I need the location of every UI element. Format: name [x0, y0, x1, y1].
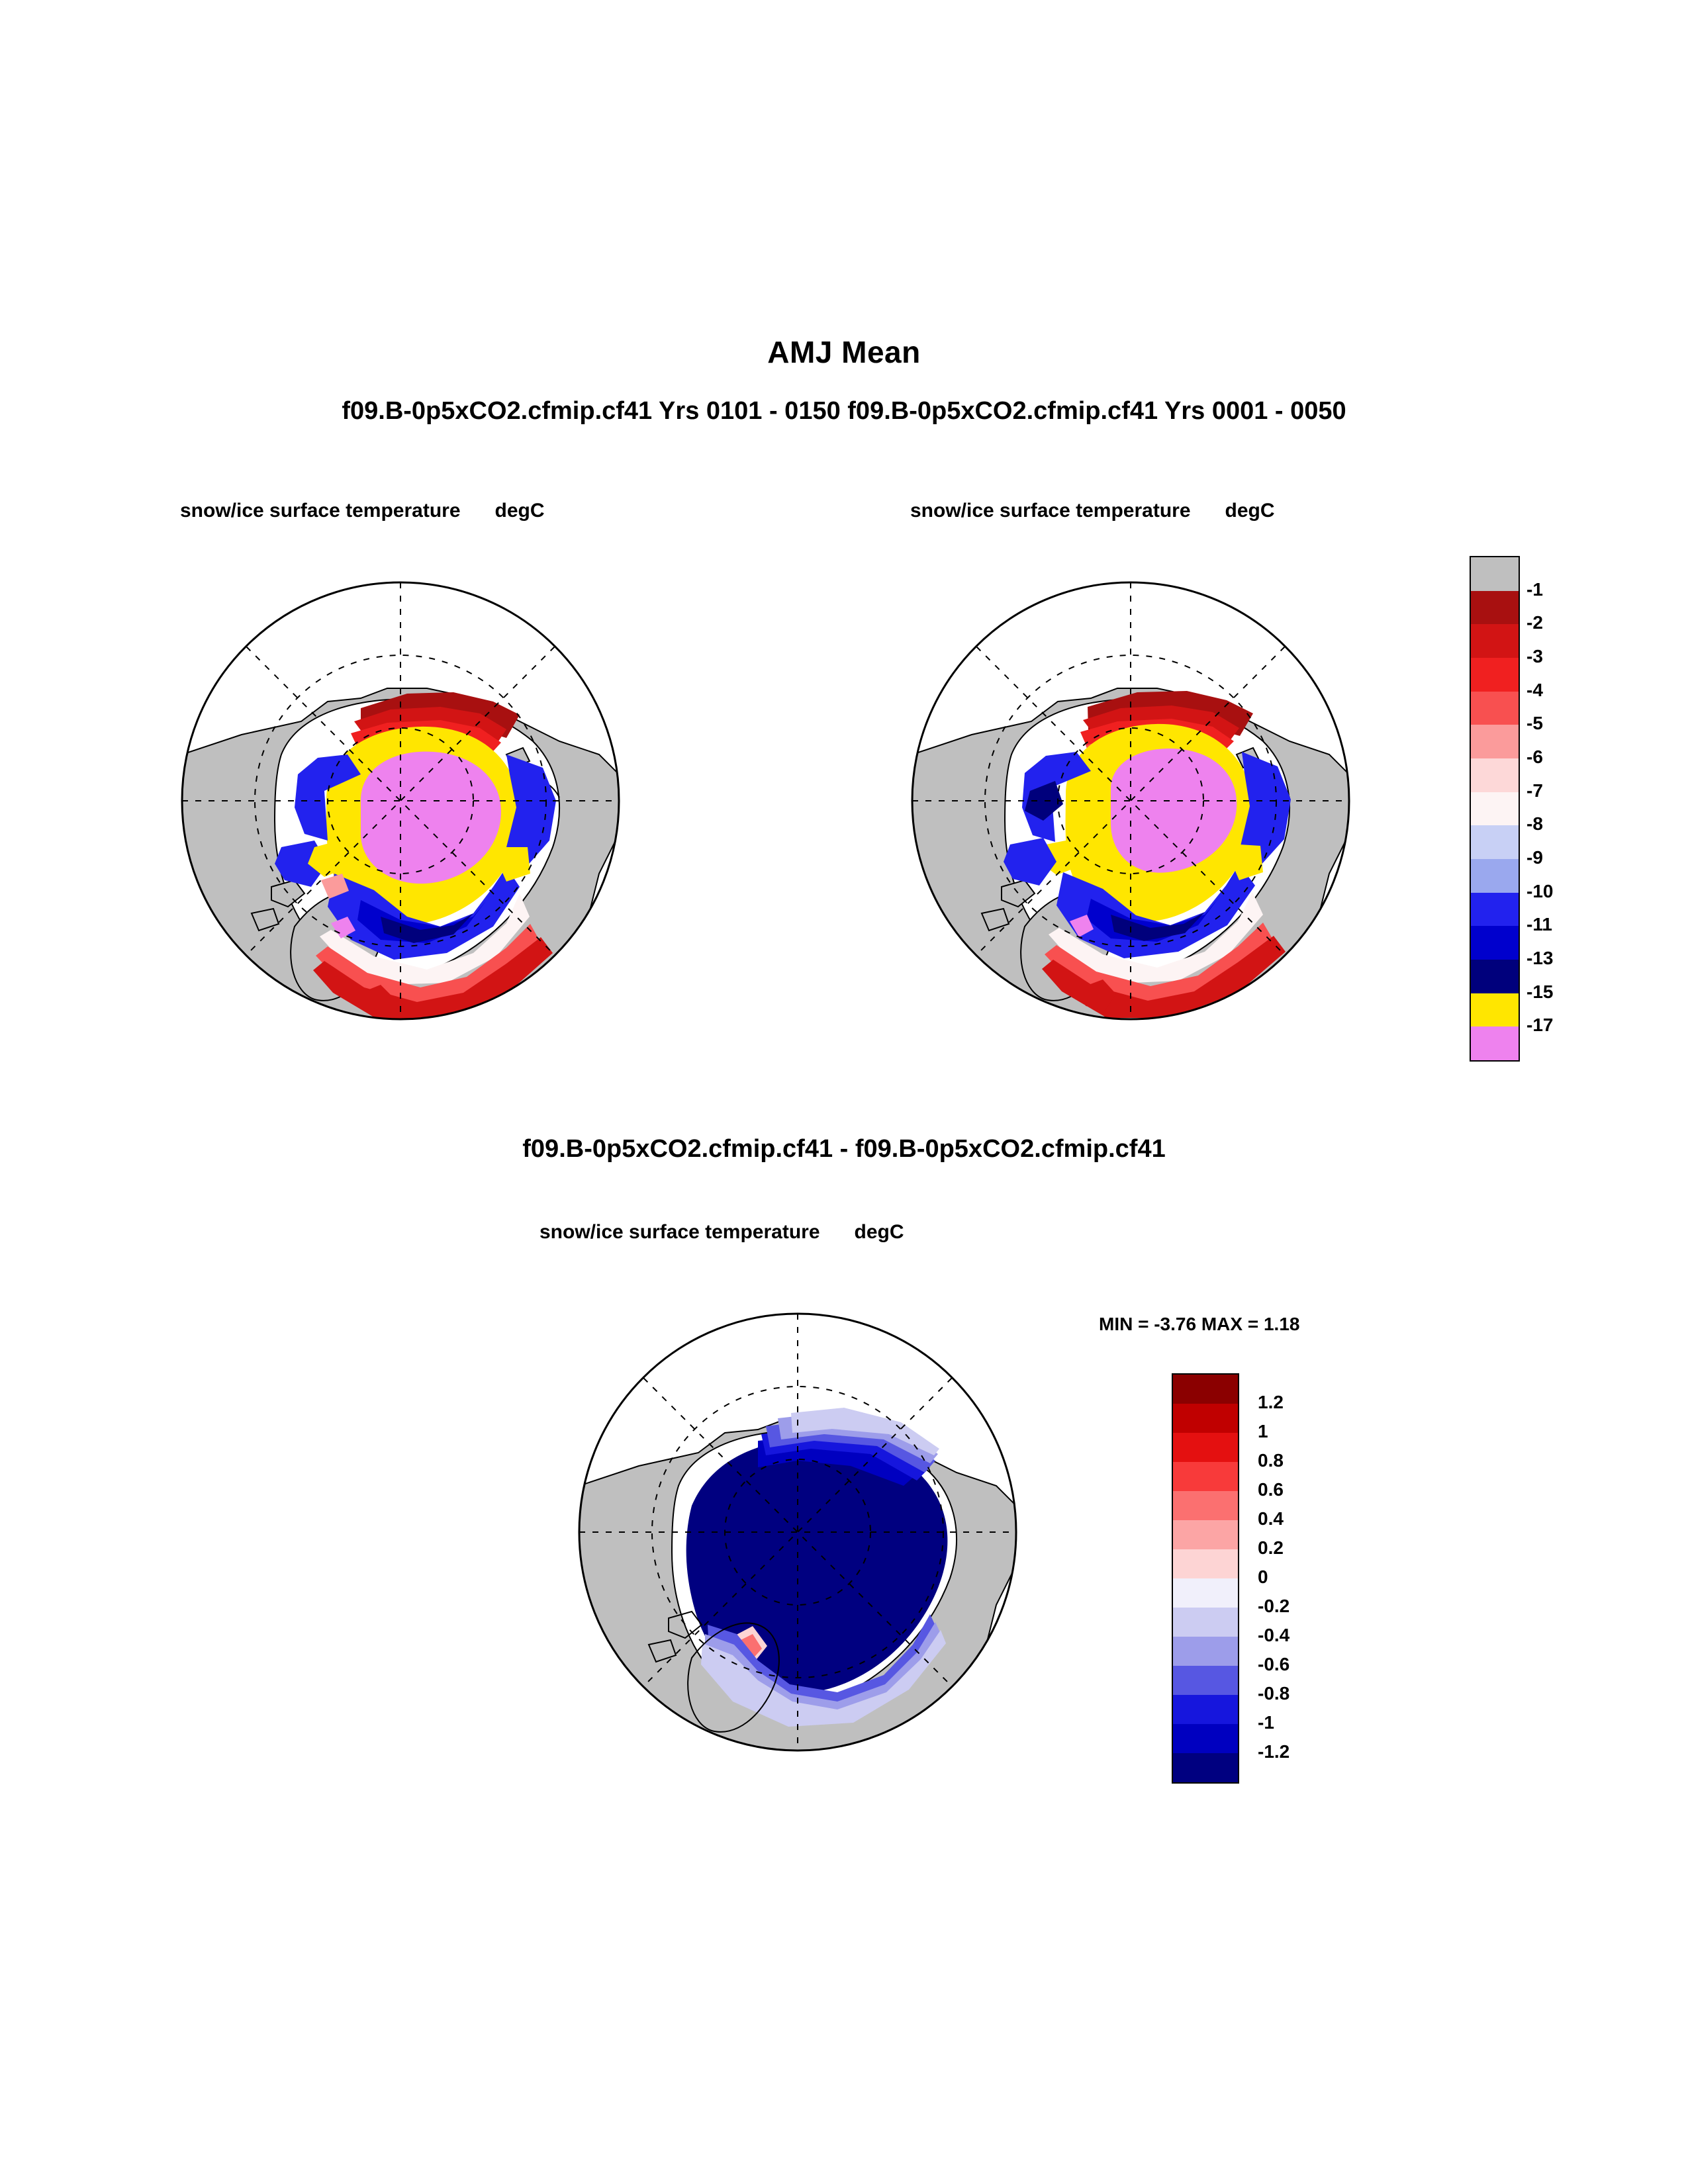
colorbar-tick-label: -6 [1526, 747, 1543, 767]
colorbar-swatch [1173, 1549, 1238, 1578]
colorbar-difference [1172, 1373, 1290, 1797]
polar-map-difference [559, 1287, 1036, 1777]
colorbar-swatch [1471, 993, 1519, 1027]
colorbar-swatch [1471, 624, 1519, 658]
colorbar-swatch [1173, 1724, 1238, 1753]
right-panel-header [910, 500, 1275, 522]
colorbar-swatch [1471, 960, 1519, 993]
colorbar-tick-label: -5 [1526, 713, 1543, 734]
colorbar-swatch [1471, 792, 1519, 826]
colorbar-tick-label: -3 [1526, 646, 1543, 666]
colorbar-tick-label: -17 [1526, 1015, 1554, 1036]
colorbar-swatch [1173, 1520, 1238, 1549]
colorbar-swatch [1471, 1026, 1519, 1060]
page-title: AMJ Mean [767, 335, 921, 369]
colorbar-swatch [1173, 1608, 1238, 1637]
diff-panel-units: degC [854, 1221, 904, 1243]
map-panel-case1 [162, 556, 639, 1046]
colorbar-tick-label: -8 [1526, 813, 1543, 835]
diff-panel-variable: snow/ice surface temperature [539, 1221, 820, 1243]
colorbar-swatch [1471, 557, 1519, 591]
colorbar-tick-label: -0.2 [1258, 1596, 1290, 1616]
polar-map-case2 [892, 556, 1369, 1046]
colorbar-swatch [1173, 1433, 1238, 1462]
colorbar-tick-label: 0.4 [1258, 1508, 1284, 1529]
colorbar-swatch [1173, 1491, 1238, 1520]
colorbar-main [1470, 556, 1554, 1059]
colorbar-swatch [1173, 1404, 1238, 1433]
colorbar-swatch [1471, 658, 1519, 692]
colorbar-tick-label: -2 [1526, 612, 1543, 633]
colorbar-tick-label: -4 [1526, 679, 1543, 700]
left-panel-header [180, 500, 545, 522]
colorbar-tick-label: -15 [1526, 981, 1554, 1002]
colorbar-tick-label: 0.8 [1258, 1450, 1284, 1471]
colorbar-swatch [1471, 926, 1519, 960]
right-panel-variable: snow/ice surface temperature [910, 500, 1191, 522]
colorbar-main-swatches [1470, 556, 1520, 1062]
colorbar-swatch [1471, 859, 1519, 893]
colorbar-swatch [1471, 591, 1519, 625]
colorbar-swatch [1173, 1462, 1238, 1491]
colorbar-swatch [1173, 1578, 1238, 1608]
colorbar-swatch [1173, 1375, 1238, 1404]
colorbar-tick-label: 0.2 [1258, 1537, 1284, 1558]
colorbar-swatch [1471, 758, 1519, 792]
colorbar-tick-label: 0 [1258, 1567, 1268, 1587]
colorbar-swatch [1173, 1695, 1238, 1724]
difference-title: f09.B-0p5xCO2.cfmip.cf41 - f09.B-0p5xCO2.cfmip.cf41 [522, 1135, 1166, 1163]
colorbar-tick-label: -0.8 [1258, 1683, 1290, 1704]
colorbar-swatch [1173, 1637, 1238, 1666]
colorbar-tick-label: -13 [1526, 948, 1554, 968]
colorbar-swatch [1173, 1666, 1238, 1695]
colorbar-tick-label: 1.2 [1258, 1392, 1284, 1412]
case-subtitle: f09.B-0p5xCO2.cfmip.cf41 Yrs 0101 - 0150 f09.B-0p5xCO2.cfmip.cf41 Yrs 0001 - 0050 [342, 397, 1346, 425]
left-panel-variable: snow/ice surface temperature [180, 500, 461, 522]
colorbar-swatch [1471, 725, 1519, 758]
map-panel-difference [559, 1287, 1036, 1777]
left-panel-units: degC [494, 500, 545, 522]
colorbar-swatch [1471, 825, 1519, 859]
colorbar-swatch [1471, 893, 1519, 927]
right-panel-units: degC [1225, 500, 1275, 522]
diff-panel-header [539, 1221, 904, 1244]
colorbar-tick-label: -1 [1258, 1712, 1274, 1733]
colorbar-tick-label: -0.4 [1258, 1625, 1290, 1645]
colorbar-tick-label: -0.6 [1258, 1654, 1290, 1674]
colorbar-swatch [1173, 1753, 1238, 1782]
map-panel-case2 [892, 556, 1369, 1046]
colorbar-tick-label: -7 [1526, 780, 1543, 801]
colorbar-tick-label: 1 [1258, 1421, 1268, 1441]
colorbar-tick-label: -1.2 [1258, 1741, 1290, 1762]
colorbar-tick-label: -10 [1526, 880, 1554, 901]
colorbar-tick-label: -1 [1526, 578, 1543, 600]
polar-map-case1 [162, 556, 639, 1046]
min-max-label: MIN = -3.76 MAX = 1.18 [1099, 1314, 1300, 1334]
colorbar-swatch [1471, 692, 1519, 725]
colorbar-difference-swatches [1172, 1373, 1239, 1784]
colorbar-tick-label: -9 [1526, 847, 1543, 868]
colorbar-tick-label: -11 [1526, 914, 1552, 935]
colorbar-tick-label: 0.6 [1258, 1479, 1284, 1500]
